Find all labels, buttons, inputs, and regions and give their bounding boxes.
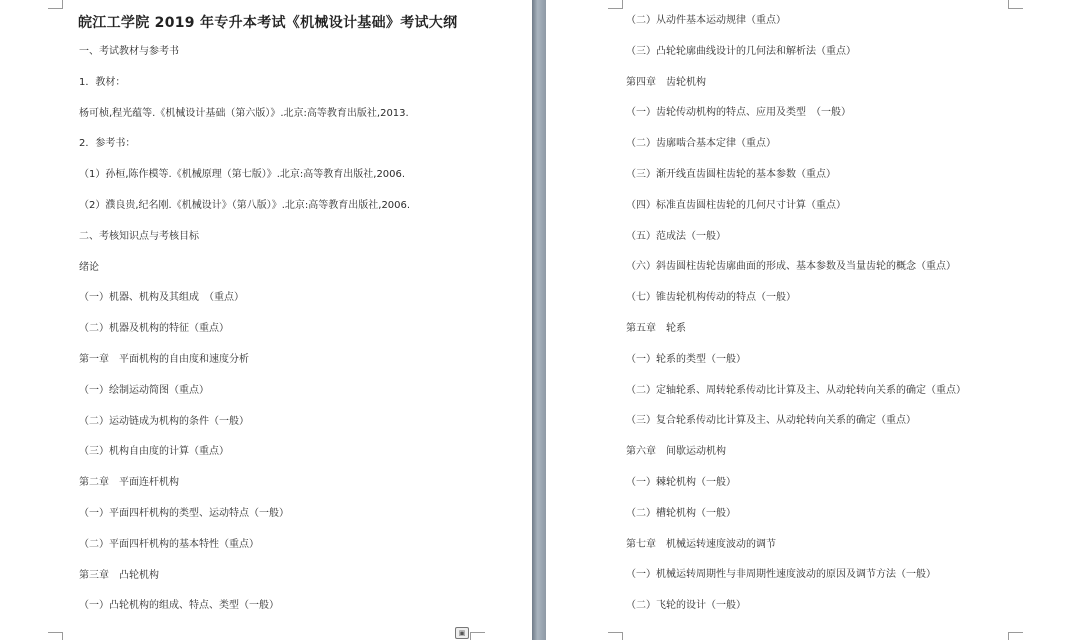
document-line: 第二章 平面连杆机构 [79, 477, 179, 489]
document-line: （三）渐开线直齿圆柱齿轮的基本参数（重点） [626, 169, 836, 180]
document-line: 绪论 [79, 261, 99, 273]
document-page-right [546, 0, 1080, 640]
document-line: 2．参考书： [79, 138, 136, 150]
document-line: 二、考核知识点与考核目标 [79, 230, 199, 242]
document-line: （一）机器、机构及其组成 （重点） [79, 292, 244, 304]
document-page-left [0, 0, 532, 640]
document-line: 1．教材： [79, 76, 126, 88]
crop-mark-bottom-left-right-page [608, 632, 623, 640]
document-line: （七）锥齿轮机构传动的特点（一般） [626, 292, 796, 304]
page-separator [532, 0, 546, 640]
document-line: （一）绘制运动简图（重点） [79, 384, 209, 396]
document-line: （2）濮良贵,纪名刚.《机械设计》（第八版）》.北京:高等教育出版社,2006. [79, 200, 411, 211]
document-line: （一）平面四杆机构的类型、运动特点（一般） [79, 508, 289, 519]
crop-mark-top-left-right-page [608, 0, 623, 9]
document-line: （五）范成法（一般） [626, 230, 726, 242]
crop-mark-bottom-right [470, 632, 485, 640]
document-line: （二）运动链成为机构的条件（一般） [79, 415, 249, 427]
crop-mark-bottom-left [48, 632, 63, 640]
document-line: （二）定轴轮系、周转轮系传动比计算及主、从动轮转向关系的确定（重点） [626, 384, 966, 396]
document-line: （二）飞轮的设计（一般） [626, 600, 746, 612]
document-line: （二）机器及机构的特征（重点） [79, 323, 229, 335]
document-line: （二）齿廓啮合基本定律（重点） [626, 138, 776, 150]
document-line: 第四章 齿轮机构 [626, 76, 706, 88]
document-line: （1）孙桓,陈作模等.《机械原理（第七版）》.北京:高等教育出版社,2006. [79, 169, 406, 181]
document-line: （一）棘轮机构（一般） [626, 477, 736, 488]
crop-mark-bottom-right-right-page [1008, 632, 1023, 640]
document-line: （二）平面四杆机构的基本特性（重点） [79, 538, 259, 550]
document-line: （三）机构自由度的计算（重点） [79, 446, 229, 458]
page-marker-icon: ▣ [455, 627, 469, 639]
document-line: （三）凸轮轮廓曲线设计的几何法和解析法（重点） [626, 45, 856, 57]
document-line: 第一章 平面机构的自由度和速度分析 [79, 354, 249, 365]
document-line: 杨可桢,程光蕴等.《机械设计基础（第六版）》.北京:高等教育出版社,2013. [79, 107, 409, 119]
document-line: 第三章 凸轮机构 [79, 569, 159, 581]
crop-mark-top-left [48, 0, 63, 9]
document-line: （二）从动件基本运动规律（重点） [626, 15, 786, 26]
document-line: （一）齿轮传动机构的特点、应用及类型 （一般） [626, 107, 851, 119]
document-line: （一）凸轮机构的组成、特点、类型（一般） [79, 600, 279, 612]
document-line: 一、考试教材与参考书 [79, 46, 179, 57]
crop-mark-top-right [1008, 0, 1023, 9]
document-line: （四）标准直齿圆柱齿轮的几何尺寸计算（重点） [626, 199, 846, 211]
document-line: 第五章 轮系 [626, 323, 686, 334]
document-line: （一）轮系的类型（一般） [626, 353, 746, 365]
document-line: 第七章 机械运转速度波动的调节 [626, 538, 776, 550]
document-line: 第六章 间歇运动机构 [626, 446, 726, 458]
document-line: （一）机械运转周期性与非周期性速度波动的原因及调节方法（一般） [626, 569, 936, 581]
document-title: 皖江工学院 2019 年专升本考试《机械设计基础》考试大纲 [78, 15, 458, 31]
document-line: （三）复合轮系传动比计算及主、从动轮转向关系的确定（重点） [626, 415, 916, 427]
document-line: （六）斜齿圆柱齿轮齿廓曲面的形成、基本参数及当量齿轮的概念（重点） [626, 261, 956, 273]
document-line: （二）槽轮机构（一般） [626, 507, 736, 519]
